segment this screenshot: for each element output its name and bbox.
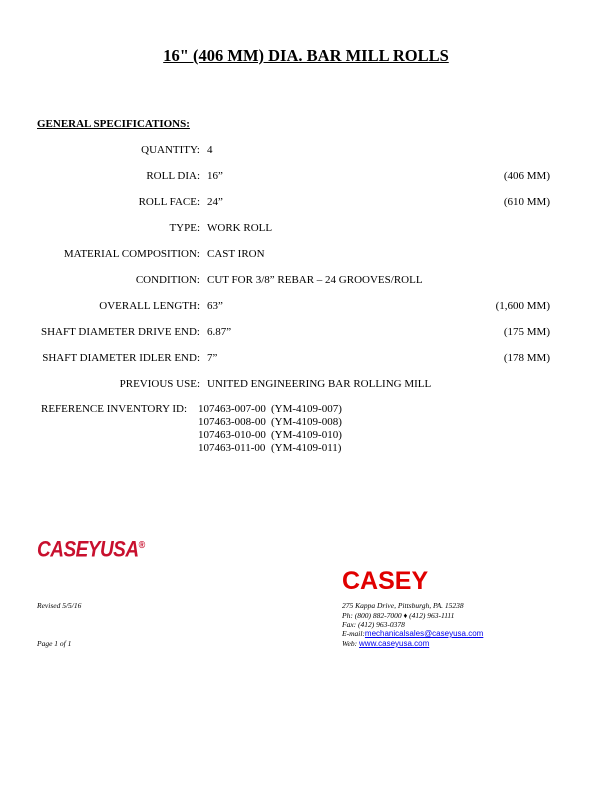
spec-row-material: [0, 248, 612, 262]
spec-label: ROLL DIA:: [146, 170, 200, 182]
part-number: 107463-010-00: [198, 429, 266, 441]
spec-label: SHAFT DIAMETER IDLER END:: [42, 352, 200, 364]
spec-value: UNITED ENGINEERING BAR ROLLING MILL: [207, 378, 432, 390]
spec-label: OVERALL LENGTH:: [99, 300, 200, 312]
spec-value: 4: [207, 144, 213, 156]
spec-label: PREVIOUS USE:: [119, 378, 200, 390]
page-title: 16" (406 MM) DIA. BAR MILL ROLLS: [163, 46, 449, 65]
spec-value: 24”: [207, 196, 223, 208]
page-number: Page 1 of 1: [37, 639, 72, 648]
ym-number: (YM-4109-007): [271, 403, 342, 415]
spec-row-quantity: [0, 144, 612, 158]
reference-label: REFERENCE INVENTORY ID:: [41, 403, 188, 415]
ym-number: (YM-4109-010): [271, 429, 342, 441]
caseyusa-logo-text: CASEYUSA: [37, 538, 139, 563]
ym-number: (YM-4109-011): [271, 442, 342, 454]
spec-value: CAST IRON: [207, 248, 265, 260]
part-number: 107463-008-00: [198, 416, 266, 428]
spec-value: 6.87”: [207, 326, 232, 338]
spec-label: CONDITION:: [135, 274, 200, 286]
spec-row-roll-dia: [0, 170, 612, 184]
registered-mark: ®: [138, 538, 145, 551]
spec-metric: (1,600 MM): [495, 300, 550, 312]
revised-date: Revised 5/5/16: [37, 601, 82, 610]
section-heading: GENERAL SPECIFICATIONS:: [37, 118, 190, 130]
email-link[interactable]: mechanicalsales@caseyusa.com: [364, 629, 484, 638]
part-number: 107463-011-00: [198, 442, 266, 454]
reference-item: [198, 403, 342, 415]
reference-item: [198, 442, 341, 454]
spec-row-previous-use: [0, 378, 612, 392]
spec-metric: (406 MM): [503, 170, 550, 182]
spec-value: 7”: [207, 352, 218, 364]
spec-label: ROLL FACE:: [138, 196, 200, 208]
fax-line: Fax: (412) 963-0378: [342, 620, 405, 629]
spec-row-overall-length: [0, 300, 612, 314]
spec-row-shaft-drive: [0, 326, 612, 340]
email-line: [342, 629, 483, 638]
email-label: E-mail:: [342, 629, 365, 638]
web-link[interactable]: www.caseyusa.com: [359, 639, 430, 648]
spec-value: 63”: [207, 300, 223, 312]
spec-metric: (178 MM): [503, 352, 550, 364]
casey-logo: CASEY: [342, 567, 429, 595]
spec-metric: (610 MM): [503, 196, 550, 208]
web-label: Web:: [342, 639, 360, 648]
reference-item: [198, 429, 342, 441]
spec-label: TYPE:: [169, 222, 200, 234]
spec-value: WORK ROLL: [207, 222, 273, 234]
reference-item: [198, 416, 342, 428]
spec-row-condition: [0, 274, 612, 288]
phone-line: Ph: (800) 882-7000 ♦ (412) 963-1111: [342, 611, 455, 620]
spec-label: MATERIAL COMPOSITION:: [63, 248, 200, 260]
address-line: 275 Kappa Drive, Pittsburgh, PA. 15238: [342, 601, 464, 610]
caseyusa-logo: [37, 538, 145, 563]
spec-value: 16”: [207, 170, 223, 182]
spec-row-roll-face: [0, 196, 612, 210]
web-line: [342, 639, 429, 648]
spec-row-shaft-idler: [0, 352, 612, 366]
spec-row-type: [0, 222, 612, 236]
spec-value: CUT FOR 3/8” REBAR – 24 GROOVES/ROLL: [207, 274, 423, 286]
spec-label: QUANTITY:: [141, 144, 200, 156]
ym-number: (YM-4109-008): [271, 416, 342, 428]
spec-label: SHAFT DIAMETER DRIVE END:: [41, 326, 200, 338]
part-number: 107463-007-00: [198, 403, 266, 415]
spec-metric: (175 MM): [503, 326, 550, 338]
